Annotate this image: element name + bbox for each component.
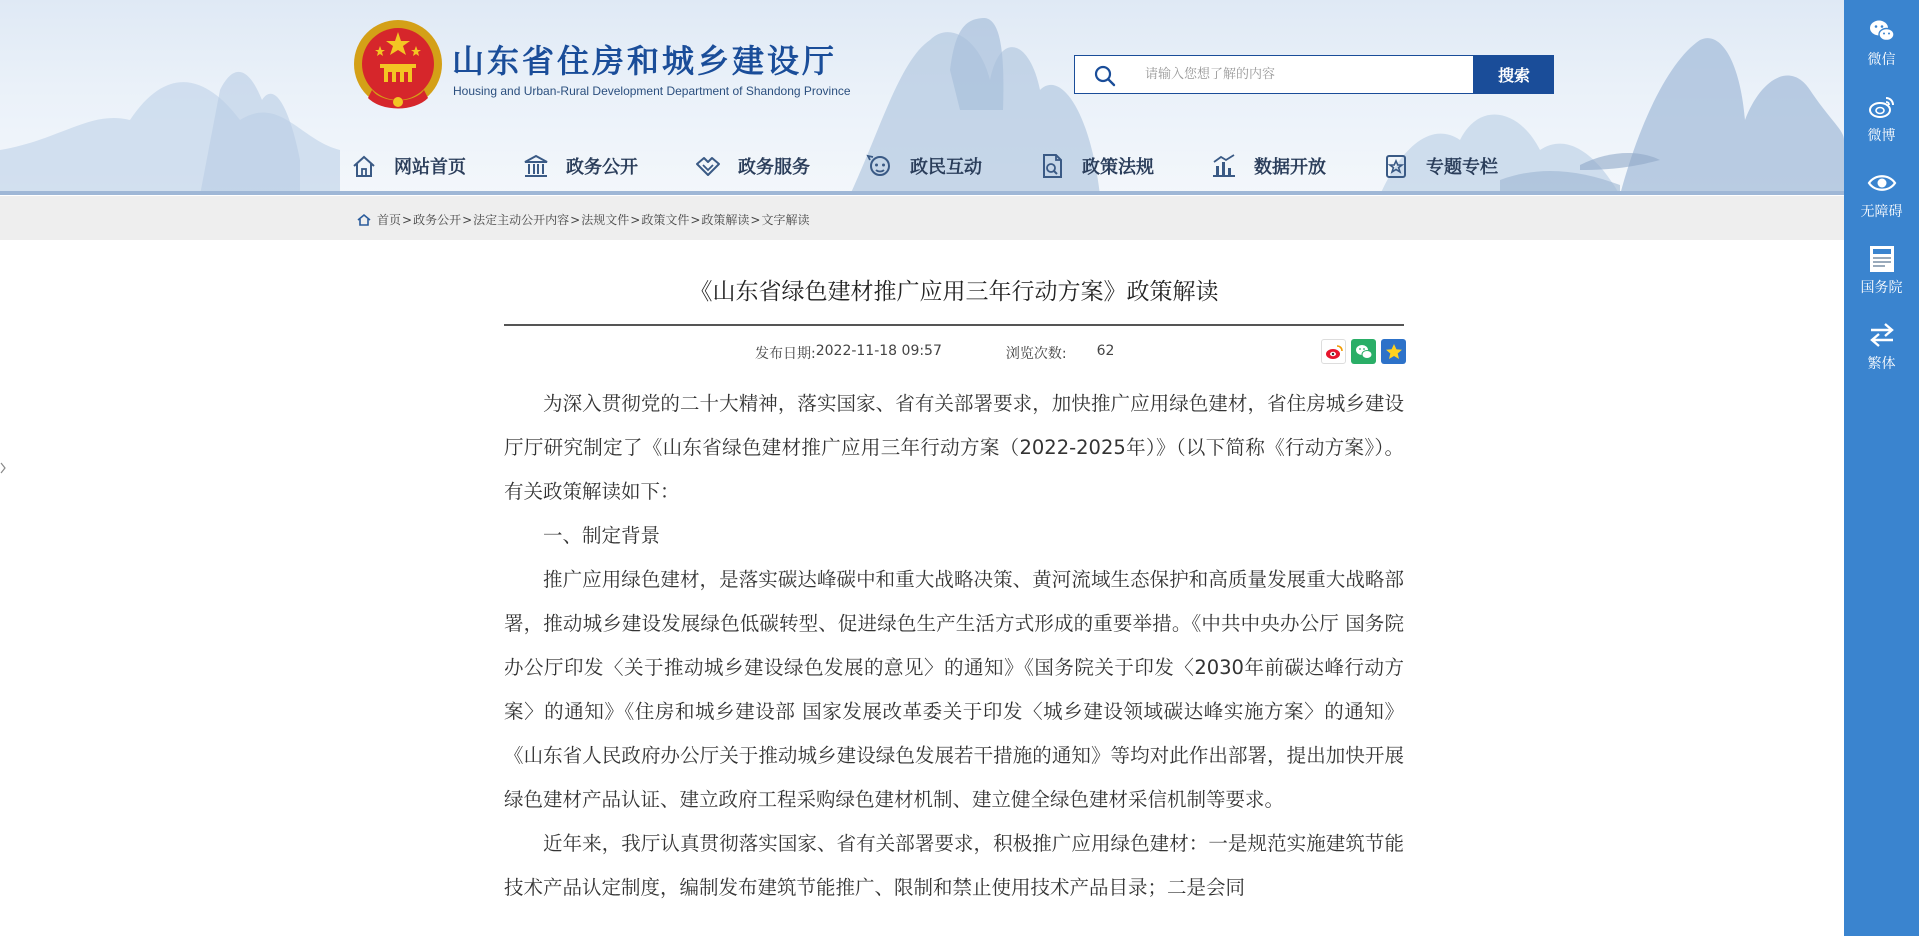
section-heading: 一、制定背景	[543, 524, 661, 547]
nav-item-open-data[interactable]	[1210, 148, 1382, 184]
site-header	[0, 0, 1844, 195]
sidebar-item-state-council[interactable]	[1844, 244, 1919, 308]
home-icon	[350, 152, 378, 180]
nav-item-label: 专题专栏	[1426, 157, 1498, 178]
sidebar-item-label: 繁体	[1867, 356, 1896, 372]
article-body	[504, 382, 1404, 910]
search-button[interactable]: 搜索	[1474, 55, 1554, 94]
traditional-chinese-switch-icon	[1867, 320, 1897, 350]
topic-star-icon	[1382, 152, 1410, 180]
wechat-share-icon[interactable]	[1351, 339, 1376, 364]
search-box	[1074, 55, 1474, 94]
site-title: 山东省住房和城乡建设厅	[452, 42, 838, 80]
views-count: 62	[1096, 343, 1115, 359]
government-building-icon	[522, 152, 550, 180]
article-paragraph: 近年来，我厅认真贯彻落实国家、省有关部署要求，积极推广应用绿色建材：一是规范实施建筑节能技术产品认定制度，编制发布建筑节能推广、限制和禁止使用技术产品目录；二是会同	[504, 832, 1404, 899]
national-emblem-icon	[352, 18, 444, 114]
nav-item-topics[interactable]	[1382, 148, 1554, 184]
nav-item-label: 政民互动	[910, 157, 982, 178]
accessibility-eye-icon	[1867, 168, 1897, 198]
breadcrumb-home[interactable]: 首页	[377, 213, 402, 227]
sidebar-item-accessibility[interactable]	[1844, 168, 1919, 232]
article-paragraph: 为深入贯彻党的二十大精神，落实国家、省有关部署要求，加快推广应用绿色建材，省住房城乡建设厅厅研究制定了《山东省绿色建材推广应用三年行动方案（2022-2025年）》（以下简称《行动方案》）。有关政策解读如下：	[504, 392, 1404, 503]
nav-item-label: 政策法规	[1082, 157, 1154, 178]
breadcrumb-text-interpretation[interactable]: 文字解读	[761, 213, 810, 227]
sidebar-item-label: 微博	[1867, 128, 1896, 144]
interaction-icon	[866, 152, 894, 180]
data-chart-icon	[1210, 152, 1238, 180]
state-council-icon	[1867, 244, 1897, 274]
sidebar-item-label: 国务院	[1860, 280, 1903, 296]
nav-item-gov-affairs[interactable]	[522, 148, 694, 184]
home-icon	[357, 213, 371, 227]
site-subtitle: Housing and Urban-Rural Development Department of Shandong Province	[453, 84, 851, 98]
breadcrumb-separator: >	[750, 212, 761, 227]
breadcrumb	[357, 211, 809, 228]
sidebar-item-label: 微信	[1867, 52, 1896, 68]
nav-item-label: 数据开放	[1254, 157, 1326, 178]
breadcrumb-bar	[0, 196, 1844, 240]
breadcrumb-gov-affairs[interactable]: 政务公开	[413, 213, 462, 227]
sidebar-item-wechat[interactable]	[1844, 16, 1919, 80]
breadcrumb-policy-documents[interactable]: 政策文件	[641, 213, 690, 227]
main-nav	[350, 148, 1554, 184]
right-sidebar	[1844, 0, 1919, 936]
nav-item-label: 网站首页	[394, 157, 466, 178]
breadcrumb-separator: >	[462, 212, 473, 227]
views-label: 浏览次数:	[1005, 346, 1067, 362]
search-input[interactable]	[1145, 56, 1465, 93]
article-meta	[755, 343, 1114, 363]
breadcrumb-separator: >	[402, 212, 413, 227]
sidebar-item-traditional[interactable]	[1844, 320, 1919, 384]
sidebar-item-label: 无障碍	[1860, 204, 1903, 220]
weibo-share-icon[interactable]	[1321, 339, 1346, 364]
title-divider	[504, 324, 1404, 326]
nav-item-label: 政务公开	[566, 157, 638, 178]
header-divider	[0, 191, 1844, 195]
publish-date-label: 发布日期:	[755, 346, 816, 362]
breadcrumb-separator: >	[570, 212, 581, 227]
collapse-arrow-icon[interactable]	[0, 462, 6, 474]
nav-item-interaction[interactable]	[866, 148, 1038, 184]
article-title: 《山东省绿色建材推广应用三年行动方案》政策解读	[689, 279, 1219, 305]
favorite-star-icon[interactable]	[1381, 339, 1406, 364]
nav-item-home[interactable]	[350, 148, 522, 184]
publish-date: 2022-11-18 09:57	[815, 343, 942, 359]
wechat-icon	[1867, 16, 1897, 46]
nav-item-gov-services[interactable]	[694, 148, 866, 184]
breadcrumb-policy-interpretation[interactable]: 政策解读	[701, 213, 750, 227]
handshake-icon	[694, 152, 722, 180]
nav-item-policy[interactable]	[1038, 148, 1210, 184]
weibo-icon	[1867, 92, 1897, 122]
policy-document-icon	[1038, 152, 1066, 180]
sidebar-item-weibo[interactable]	[1844, 92, 1919, 156]
article-paragraph: 推广应用绿色建材，是落实碳达峰碳中和重大战略决策、黄河流域生态保护和高质量发展重大战略部署，推动城乡建设发展绿色低碳转型、促进绿色生产生活方式形成的重要举措。《中共中央办公厅 国务院办公厅印发〈关于推动城乡建设绿色发展的意见〉的通知》《国务院关于印发〈2030年前碳达峰行动方案〉的通知》《住房和城乡建设部 国家发展改革委关于印发〈城乡建设领域碳达峰实施方案〉的通知》《山东省人民政府办公厅关于推动城乡建设绿色发展若干措施的通知》等均对此作出部署，提出加快开展绿色建材产品认证、建立政府工程采购绿色建材机制、建立健全绿色建材采信机制等要求。	[504, 568, 1404, 811]
breadcrumb-statutory-disclosure[interactable]: 法定主动公开内容	[473, 213, 570, 227]
breadcrumb-separator: >	[630, 212, 641, 227]
nav-item-label: 政务服务	[738, 157, 810, 178]
search-icon[interactable]	[1093, 64, 1117, 88]
breadcrumb-separator: >	[690, 212, 701, 227]
breadcrumb-regulations[interactable]: 法规文件	[581, 213, 630, 227]
share-buttons	[1316, 339, 1406, 364]
